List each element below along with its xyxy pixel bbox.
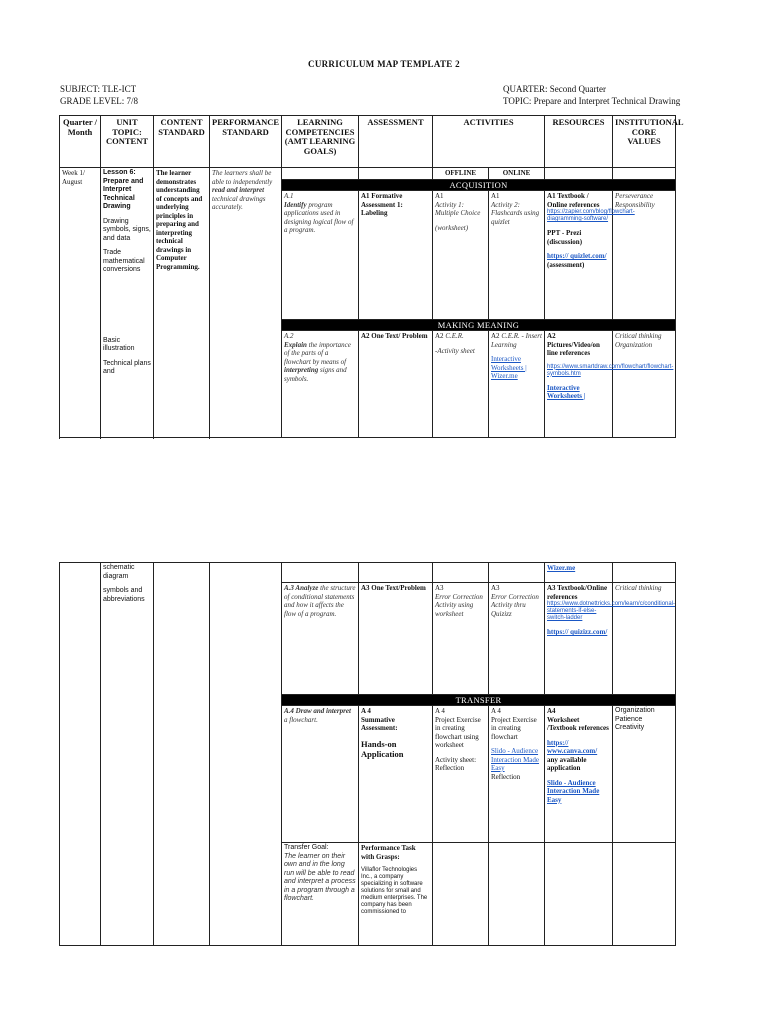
link-wizer-me[interactable]: Wizer.me	[547, 564, 576, 572]
link-canva[interactable]: https:// www.canva.com/	[547, 738, 598, 755]
lc-a3-cell: A.3 Analyze the structure of conditional statements and how it affects the flow of a program.	[282, 583, 359, 695]
offline-empty-bottom	[433, 843, 489, 946]
on-empty-top-2	[489, 563, 545, 583]
unit-basic-illustration: Basic illustration	[103, 336, 135, 352]
header-quarter: Quarter / Month	[60, 116, 101, 168]
document-title: CURRICULUM MAP TEMPLATE 2	[308, 59, 460, 69]
assess-empty-top-2	[359, 563, 433, 583]
offline-a2-cell: A2 C.E.R. -Activity sheet	[433, 331, 489, 438]
online-a3-cell: A3 Error Correction Activity thru Quizizz	[489, 583, 545, 695]
grade-line: GRADE LEVEL: 7/8	[60, 96, 138, 106]
resources-a3-cell: A3 Textbook/Online references https://www.dotnettricks.com/learn/c/conditional-statements-if-else-switch-ladder https:// quizizz.com/	[545, 583, 613, 695]
transfer-goal-title: Transfer Goal:	[284, 844, 329, 851]
assessment-a4-cell: A 4 Summative Assessment: Hands-on Application	[359, 706, 433, 843]
curriculum-table-page-1	[59, 115, 684, 438]
performance-task-title: Performance Task with Grasps:	[361, 844, 416, 861]
lc-a2-cell: A.2 Explain the importance of the parts of a flowchart by means of interpreting signs and symbols.	[282, 331, 359, 438]
online-a2-cell: A2 C.E.R. - Insert Learning Interactive Worksheets | Wizer.me	[489, 331, 545, 438]
document-meta-right	[503, 83, 680, 107]
performance-task-text: Villaflor Technologies Inc., a company specializing in software solutions for small and medium enterprises. The company has been commissioned to	[361, 867, 428, 915]
subject-line: SUBJECT: TLE-ICT	[60, 84, 137, 94]
link-smartdraw[interactable]: https://www.smartdraw.com/flowchart/flowchart-symbols.htm	[547, 363, 674, 377]
assess-empty-top	[359, 168, 433, 180]
header-unit-topic: UNIT TOPIC: CONTENT	[101, 116, 154, 168]
resources-a2-cell: A2 Pictures/Video/on line references https://www.smartdraw.com/flowchart/flowchart-symbols.htm Interactive Worksheets |	[545, 331, 613, 438]
resources-empty-bottom	[545, 843, 613, 946]
transfer-goal-cell	[282, 843, 359, 946]
performance-standard-cell-2	[210, 563, 282, 946]
document-meta-left	[60, 83, 138, 107]
quarter-line: QUARTER: Second Quarter	[503, 84, 606, 94]
unit-schematic: schematic diagram	[103, 564, 135, 580]
header-resources: RESOURCES	[545, 116, 613, 168]
values-empty-top	[613, 168, 676, 180]
resources-a1-cell: A1 Textbook / Online references https://zapier.com/blog/flowchart-diagramming-software/ PPT - Prezi (discussion) https:// quizlet.com/ (assessment)	[545, 191, 613, 320]
subheader-online: ONLINE	[489, 168, 545, 180]
lc-empty-top	[282, 168, 359, 180]
topic-line: TOPIC: Prepare and Interpret Technical Drawing	[503, 96, 681, 106]
header-learning-competencies: LEARNING COMPETENCIES (AMT LEARNING GOALS)	[282, 116, 359, 168]
band-acquisition: ACQUISITION	[282, 180, 676, 191]
link-wizer-worksheets[interactable]: Interactive Worksheets | Wizer.me	[491, 355, 527, 380]
week-label: Week 1/ August	[62, 169, 85, 186]
header-performance-standard: PERFORMANCE STANDARD	[210, 116, 282, 168]
link-zapier[interactable]: https://zapier.com/blog/flowchart-diagramming-software/	[547, 209, 635, 222]
lc-empty-top-2	[282, 563, 359, 583]
values-a3-cell: Critical thinking	[613, 583, 676, 695]
values-empty-bottom	[613, 843, 676, 946]
unit-drawing-symbols: Drawing symbols, signs, and data	[103, 217, 151, 242]
off-empty-top-2	[433, 563, 489, 583]
curriculum-table-page-2	[59, 562, 676, 946]
link-interactive-worksheets[interactable]: Interactive Worksheets |	[547, 383, 586, 400]
unit-technical-plans: Technical plans and	[103, 359, 151, 375]
header-core-values: INSTITUTIONAL CORE VALUES	[613, 116, 676, 168]
assessment-a1-cell: A1 Formative Assessment 1: Labeling	[359, 191, 433, 320]
band-transfer: TRANSFER	[282, 695, 676, 706]
transfer-goal-text: The learner on their own and in the long run will be able to read and interpret a process in a program through a flowchart.	[284, 852, 356, 902]
offline-a3-cell: A3 Error Correction Activity using worksheet	[433, 583, 489, 695]
unit-symbols-abbrev: symbols and abbreviations	[103, 587, 145, 603]
header-activities: ACTIVITIES	[433, 116, 545, 168]
values-empty-top-2	[613, 563, 676, 583]
res-empty-top	[545, 168, 613, 180]
online-a1-cell: A1 Activity 2: Flashcards using quizlet	[489, 191, 545, 320]
link-quizlet[interactable]: https:// quizlet.com/	[547, 252, 607, 260]
online-empty-bottom	[489, 843, 545, 946]
assessment-a3-cell: A3 One Text/Problem	[359, 583, 433, 695]
header-assessment: ASSESSMENT	[359, 116, 433, 168]
unit-trade-math: Trade mathematical conversions	[103, 249, 145, 273]
lc-a4-cell: A.4 Draw and interpret a flowchart.	[282, 706, 359, 843]
header-content-standard: CONTENT STANDARD	[154, 116, 210, 168]
link-slido[interactable]: Slido - Audience Interaction Made Easy	[491, 747, 540, 772]
performance-task-cell	[359, 843, 433, 946]
quarter-cell-2	[60, 563, 101, 946]
lesson-label: Lesson 6: Prepare and Interpret Technical Drawing	[103, 169, 144, 210]
unit-topic-cell	[101, 168, 154, 438]
values-a4-cell: Organization Patience Creativity	[613, 706, 676, 843]
offline-a4-cell: A 4 Project Exercise in creating flowchart using worksheet Activity sheet: Reflection	[433, 706, 489, 843]
assessment-a2-cell: A2 One Text/ Problem	[359, 331, 433, 438]
band-making-meaning: MAKING MEANING	[282, 320, 676, 331]
quarter-cell	[60, 168, 101, 438]
content-standard-cell-2	[154, 563, 210, 946]
link-dotnettricks[interactable]: https://www.dotnettricks.com/learn/c/conditional-statements-if-else-switch-ladder	[547, 601, 676, 621]
values-a1-cell: Perseverance Responsibility	[613, 191, 676, 320]
offline-a1-cell: A1 Activity 1: Multiple Choice (worksheet)	[433, 191, 489, 320]
unit-topic-cell-2	[101, 563, 154, 946]
link-quizizz[interactable]: https:// quizizz.com/	[547, 628, 608, 636]
resources-top-2	[545, 563, 613, 583]
resources-a4-cell: A4 Worksheet /Textbook references https:// www.canva.com/ any available application Slido - Audience Interaction Made Easy	[545, 706, 613, 843]
values-a2-cell: Critical thinking Organization	[613, 331, 676, 438]
subheader-offline: OFFLINE	[433, 168, 489, 180]
content-standard-cell: The learner demonstrates understanding of concepts and underlying principles in preparing and interpreting technical drawings in Computer Programming.	[154, 168, 210, 438]
lc-a1-cell: A.1 Identify program applications used in designing logical flow of a program.	[282, 191, 359, 320]
online-a4-cell: A 4 Project Exercise in creating flowchart Slido - Audience Interaction Made Easy Reflection	[489, 706, 545, 843]
performance-standard-cell: The learners shall be able to independently read and interpret technical drawings accurately.	[210, 168, 282, 438]
link-slido-resource[interactable]: Slido - Audience Interaction Made Easy	[547, 778, 600, 804]
